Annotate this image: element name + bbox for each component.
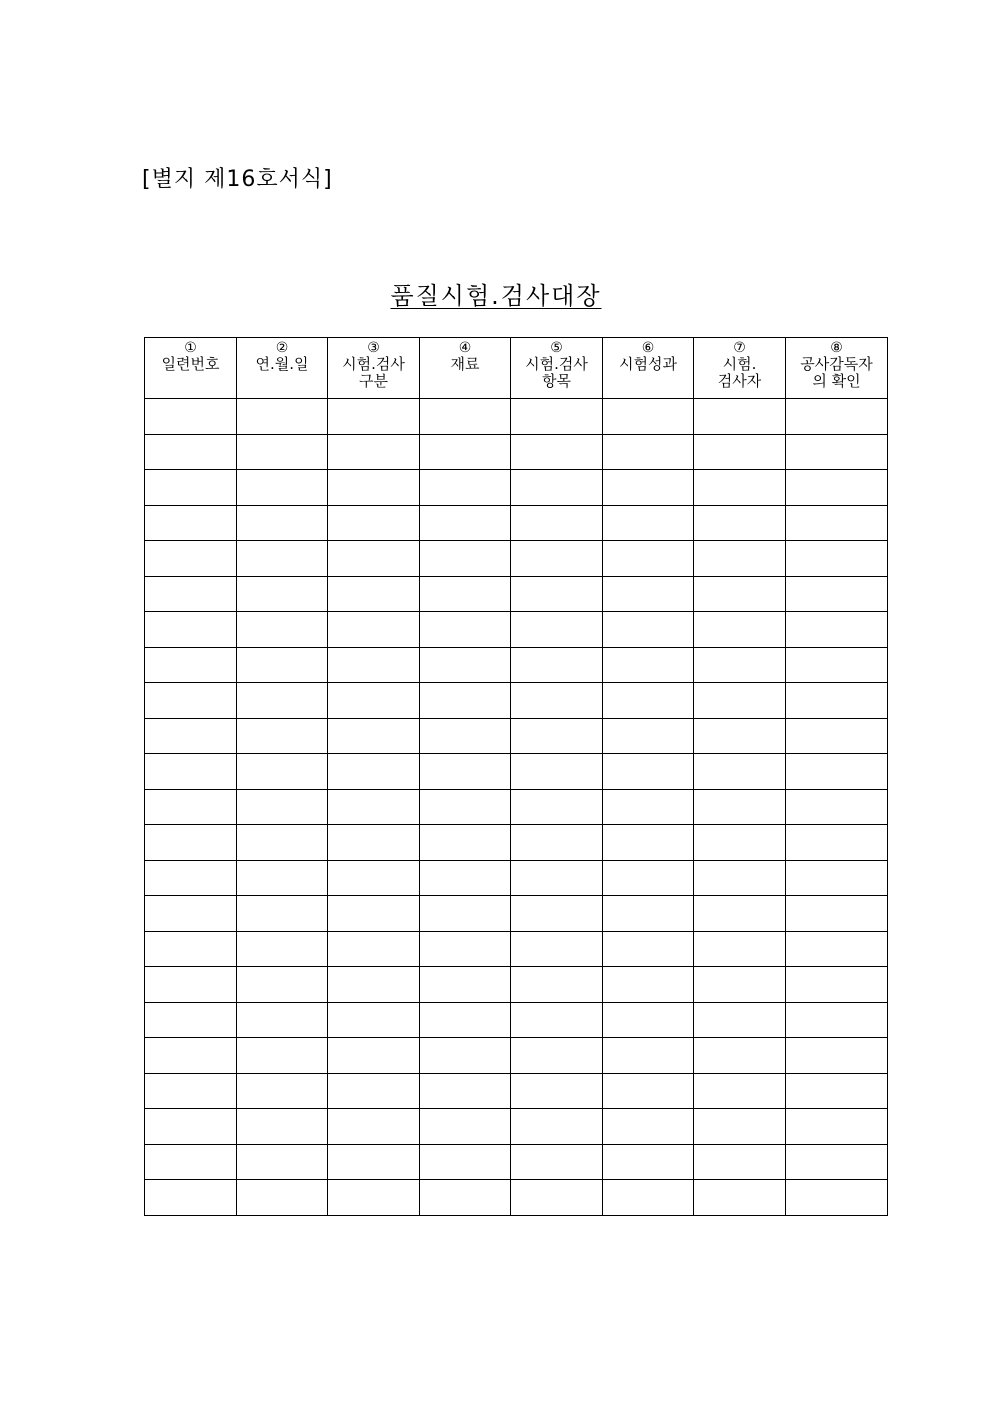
table-cell[interactable] xyxy=(420,541,511,577)
table-cell[interactable] xyxy=(694,470,786,506)
table-cell[interactable] xyxy=(145,754,237,790)
column-number: ⑧ xyxy=(830,340,843,356)
table-cell[interactable] xyxy=(603,789,694,825)
table-cell[interactable] xyxy=(511,1073,603,1109)
table-cell[interactable] xyxy=(786,1073,888,1109)
table-cell[interactable] xyxy=(511,860,603,896)
table-cell[interactable] xyxy=(420,505,511,541)
table-cell[interactable] xyxy=(694,1180,786,1216)
table-cell[interactable] xyxy=(237,789,328,825)
table-cell[interactable] xyxy=(786,718,888,754)
table-cell[interactable] xyxy=(511,789,603,825)
table-cell[interactable] xyxy=(694,825,786,861)
table-cell[interactable] xyxy=(694,754,786,790)
table-cell[interactable] xyxy=(511,1002,603,1038)
table-cell[interactable] xyxy=(145,1038,237,1074)
table-cell[interactable] xyxy=(420,647,511,683)
column-number: ② xyxy=(275,340,289,356)
table-cell[interactable] xyxy=(786,1180,888,1216)
table-cell[interactable] xyxy=(603,399,694,435)
table-cell[interactable] xyxy=(603,683,694,719)
table-cell[interactable] xyxy=(237,1109,328,1145)
table-cell[interactable] xyxy=(694,896,786,932)
column-label: 재료 xyxy=(450,355,480,373)
table-cell[interactable] xyxy=(694,612,786,648)
table-row xyxy=(145,399,888,435)
table-cell[interactable] xyxy=(511,754,603,790)
table-cell[interactable] xyxy=(511,718,603,754)
table-cell[interactable] xyxy=(420,718,511,754)
table-cell[interactable] xyxy=(694,647,786,683)
table-cell[interactable] xyxy=(328,754,420,790)
column-header-material xyxy=(420,338,511,399)
table-cell[interactable] xyxy=(237,825,328,861)
table-cell[interactable] xyxy=(786,647,888,683)
table-cell[interactable] xyxy=(237,754,328,790)
table-cell[interactable] xyxy=(786,470,888,506)
table-cell[interactable] xyxy=(237,434,328,470)
table-row xyxy=(145,860,888,896)
table-cell[interactable] xyxy=(786,683,888,719)
table-cell[interactable] xyxy=(603,541,694,577)
table-cell[interactable] xyxy=(603,576,694,612)
column-header-test-result xyxy=(603,338,694,399)
table-cell[interactable] xyxy=(237,470,328,506)
table-cell[interactable] xyxy=(420,470,511,506)
table-cell[interactable] xyxy=(237,612,328,648)
table-cell[interactable] xyxy=(145,505,237,541)
table-cell[interactable] xyxy=(786,931,888,967)
table-cell[interactable] xyxy=(328,505,420,541)
table-cell[interactable] xyxy=(420,825,511,861)
table-cell[interactable] xyxy=(328,860,420,896)
table-cell[interactable] xyxy=(420,1073,511,1109)
table-cell[interactable] xyxy=(603,718,694,754)
table-cell[interactable] xyxy=(420,612,511,648)
table-row xyxy=(145,789,888,825)
table-cell[interactable] xyxy=(511,1144,603,1180)
table-cell[interactable] xyxy=(603,434,694,470)
table-cell[interactable] xyxy=(420,967,511,1003)
table-cell[interactable] xyxy=(603,1144,694,1180)
table-cell[interactable] xyxy=(145,434,237,470)
table-cell[interactable] xyxy=(420,789,511,825)
table-cell[interactable] xyxy=(145,1002,237,1038)
table-cell[interactable] xyxy=(145,576,237,612)
table-cell[interactable] xyxy=(420,683,511,719)
table-cell[interactable] xyxy=(237,1180,328,1216)
column-label: 시험.검사 항목 xyxy=(525,355,588,390)
table-cell[interactable] xyxy=(328,931,420,967)
column-header-test-item xyxy=(511,338,603,399)
column-header-test-type xyxy=(328,338,420,399)
table-cell[interactable] xyxy=(328,399,420,435)
column-number: ⑥ xyxy=(641,340,655,356)
table-cell[interactable] xyxy=(786,541,888,577)
table-cell[interactable] xyxy=(145,1144,237,1180)
column-number: ① xyxy=(184,340,197,356)
table-cell[interactable] xyxy=(694,541,786,577)
column-label: 일련번호 xyxy=(161,355,220,373)
table-cell[interactable] xyxy=(694,967,786,1003)
table-cell[interactable] xyxy=(786,1144,888,1180)
table-row xyxy=(145,1109,888,1145)
table-cell[interactable] xyxy=(237,896,328,932)
table-row xyxy=(145,647,888,683)
table-cell[interactable] xyxy=(694,1073,786,1109)
table-cell[interactable] xyxy=(603,825,694,861)
table-cell[interactable] xyxy=(511,967,603,1003)
table-cell[interactable] xyxy=(420,399,511,435)
table-cell[interactable] xyxy=(237,1002,328,1038)
table-cell[interactable] xyxy=(511,896,603,932)
table-cell[interactable] xyxy=(328,1144,420,1180)
table-cell[interactable] xyxy=(694,434,786,470)
table-cell[interactable] xyxy=(786,399,888,435)
table-cell[interactable] xyxy=(786,967,888,1003)
table-cell[interactable] xyxy=(786,434,888,470)
table-cell[interactable] xyxy=(511,505,603,541)
table-cell[interactable] xyxy=(237,399,328,435)
table-cell[interactable] xyxy=(237,718,328,754)
table-cell[interactable] xyxy=(694,399,786,435)
table-cell[interactable] xyxy=(786,612,888,648)
table-row xyxy=(145,931,888,967)
table-cell[interactable] xyxy=(145,1109,237,1145)
table-cell[interactable] xyxy=(603,1038,694,1074)
table-cell[interactable] xyxy=(786,1002,888,1038)
table-cell[interactable] xyxy=(511,1180,603,1216)
table-cell[interactable] xyxy=(328,647,420,683)
table-row xyxy=(145,967,888,1003)
table-cell[interactable] xyxy=(237,1144,328,1180)
table-cell[interactable] xyxy=(145,612,237,648)
table-cell[interactable] xyxy=(786,860,888,896)
table-cell[interactable] xyxy=(511,647,603,683)
table-row xyxy=(145,541,888,577)
table-cell[interactable] xyxy=(511,434,603,470)
table-cell[interactable] xyxy=(145,967,237,1003)
table-cell[interactable] xyxy=(237,683,328,719)
table-cell[interactable] xyxy=(603,470,694,506)
table-cell[interactable] xyxy=(420,1109,511,1145)
table-cell[interactable] xyxy=(328,789,420,825)
table-cell[interactable] xyxy=(511,541,603,577)
table-row xyxy=(145,1038,888,1074)
table-cell[interactable] xyxy=(694,1109,786,1145)
column-number: ⑦ xyxy=(733,340,746,356)
table-cell[interactable] xyxy=(237,967,328,1003)
table-cell[interactable] xyxy=(237,860,328,896)
table-cell[interactable] xyxy=(511,576,603,612)
table-row xyxy=(145,1002,888,1038)
quality-test-ledger-table xyxy=(144,337,888,1216)
table-row xyxy=(145,896,888,932)
table-cell[interactable] xyxy=(328,1180,420,1216)
column-number: ③ xyxy=(367,340,380,356)
table-cell[interactable] xyxy=(694,860,786,896)
table-cell[interactable] xyxy=(603,896,694,932)
table-cell[interactable] xyxy=(786,896,888,932)
table-cell[interactable] xyxy=(328,612,420,648)
column-label: 시험성과 xyxy=(619,355,677,373)
table-cell[interactable] xyxy=(145,1073,237,1109)
table-cell[interactable] xyxy=(603,967,694,1003)
table-cell[interactable] xyxy=(603,505,694,541)
table-cell[interactable] xyxy=(145,1180,237,1216)
table-cell[interactable] xyxy=(694,1002,786,1038)
column-header-inspector xyxy=(694,338,786,399)
table-cell[interactable] xyxy=(511,612,603,648)
table-cell[interactable] xyxy=(145,647,237,683)
table-cell[interactable] xyxy=(511,399,603,435)
column-header-serial xyxy=(145,338,237,399)
column-header-supervisor-confirm xyxy=(786,338,888,399)
column-header-date xyxy=(237,338,328,399)
table-cell[interactable] xyxy=(420,434,511,470)
table-row xyxy=(145,576,888,612)
table-cell[interactable] xyxy=(420,1038,511,1074)
table-cell[interactable] xyxy=(145,718,237,754)
table-cell[interactable] xyxy=(511,1038,603,1074)
table-cell[interactable] xyxy=(328,1073,420,1109)
table-cell[interactable] xyxy=(328,470,420,506)
table-row xyxy=(145,434,888,470)
table-cell[interactable] xyxy=(328,1038,420,1074)
column-label: 시험.검사 구분 xyxy=(342,355,405,390)
table-cell[interactable] xyxy=(603,754,694,790)
table-row xyxy=(145,683,888,719)
table-cell[interactable] xyxy=(511,1109,603,1145)
table-cell[interactable] xyxy=(511,470,603,506)
column-number: ⑤ xyxy=(550,340,563,356)
table-cell[interactable] xyxy=(328,1109,420,1145)
table-cell[interactable] xyxy=(328,718,420,754)
table-cell[interactable] xyxy=(145,825,237,861)
ledger-body xyxy=(145,399,888,1216)
table-cell[interactable] xyxy=(145,896,237,932)
table-cell[interactable] xyxy=(420,931,511,967)
table-cell[interactable] xyxy=(694,718,786,754)
column-label: 시험. 검사자 xyxy=(717,355,762,390)
table-cell[interactable] xyxy=(237,931,328,967)
table-cell[interactable] xyxy=(420,576,511,612)
header-row xyxy=(145,338,888,399)
table-cell[interactable] xyxy=(328,896,420,932)
table-row xyxy=(145,718,888,754)
table-row xyxy=(145,754,888,790)
table-cell[interactable] xyxy=(694,1144,786,1180)
table-cell[interactable] xyxy=(420,1180,511,1216)
table-cell[interactable] xyxy=(145,931,237,967)
table-row xyxy=(145,1180,888,1216)
table-cell[interactable] xyxy=(694,1038,786,1074)
table-cell[interactable] xyxy=(694,576,786,612)
table-cell[interactable] xyxy=(237,505,328,541)
table-cell[interactable] xyxy=(328,967,420,1003)
table-cell[interactable] xyxy=(145,470,237,506)
table-cell[interactable] xyxy=(786,825,888,861)
table-cell[interactable] xyxy=(511,931,603,967)
table-row xyxy=(145,1073,888,1109)
column-label: 공사감독자 의 확인 xyxy=(800,355,873,390)
table-cell[interactable] xyxy=(328,541,420,577)
table-cell[interactable] xyxy=(328,825,420,861)
table-cell[interactable] xyxy=(328,576,420,612)
table-cell[interactable] xyxy=(420,896,511,932)
table-cell[interactable] xyxy=(237,576,328,612)
table-cell[interactable] xyxy=(145,789,237,825)
table-cell[interactable] xyxy=(145,399,237,435)
table-cell[interactable] xyxy=(237,541,328,577)
table-cell[interactable] xyxy=(145,541,237,577)
table-cell[interactable] xyxy=(237,1038,328,1074)
table-cell[interactable] xyxy=(603,612,694,648)
table-cell[interactable] xyxy=(420,1002,511,1038)
table-cell[interactable] xyxy=(420,860,511,896)
table-cell[interactable] xyxy=(511,683,603,719)
table-cell[interactable] xyxy=(603,1180,694,1216)
table-cell[interactable] xyxy=(786,1109,888,1145)
form-number-label: [별지 제16호서식] xyxy=(142,167,333,192)
table-row xyxy=(145,470,888,506)
table-cell[interactable] xyxy=(603,1073,694,1109)
document-title-wrapper xyxy=(0,276,992,311)
table-cell[interactable] xyxy=(603,1109,694,1145)
table-cell[interactable] xyxy=(420,1144,511,1180)
table-cell[interactable] xyxy=(237,647,328,683)
table-cell[interactable] xyxy=(603,1002,694,1038)
table-cell[interactable] xyxy=(694,505,786,541)
table-cell[interactable] xyxy=(786,576,888,612)
table-cell[interactable] xyxy=(694,789,786,825)
table-cell[interactable] xyxy=(328,434,420,470)
table-cell[interactable] xyxy=(786,505,888,541)
column-number: ④ xyxy=(458,340,472,356)
table-cell[interactable] xyxy=(420,754,511,790)
table-cell[interactable] xyxy=(694,683,786,719)
table-cell[interactable] xyxy=(237,1073,328,1109)
table-cell[interactable] xyxy=(603,860,694,896)
table-cell[interactable] xyxy=(603,931,694,967)
table-cell[interactable] xyxy=(786,789,888,825)
table-cell[interactable] xyxy=(328,683,420,719)
table-cell[interactable] xyxy=(786,754,888,790)
table-cell[interactable] xyxy=(511,825,603,861)
table-cell[interactable] xyxy=(694,931,786,967)
table-cell[interactable] xyxy=(145,860,237,896)
table-cell[interactable] xyxy=(786,1038,888,1074)
table-cell[interactable] xyxy=(328,1002,420,1038)
table-cell[interactable] xyxy=(145,683,237,719)
document-title: 품질시험.검사대장 xyxy=(390,282,602,310)
table-row xyxy=(145,612,888,648)
table-row xyxy=(145,1144,888,1180)
column-label: 연.월.일 xyxy=(255,355,309,373)
table-row xyxy=(145,505,888,541)
table-row xyxy=(145,825,888,861)
table-cell[interactable] xyxy=(603,647,694,683)
